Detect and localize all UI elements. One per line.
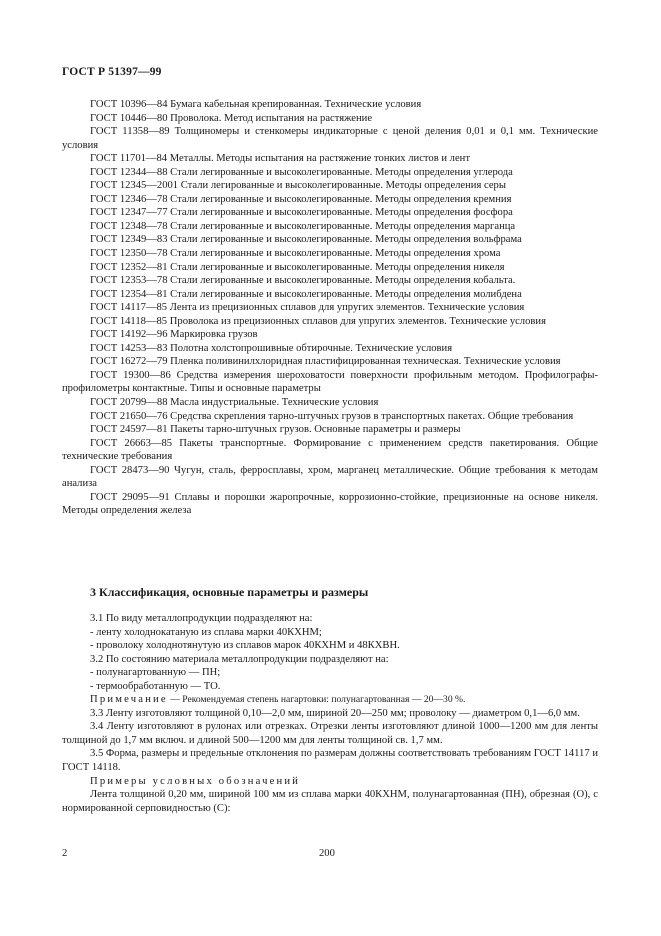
reference-item: ГОСТ 19300—86 Средства измерения шероховатости поверхности профильным методом. Профилографы-профилометры контактные. Типы и основные параметры bbox=[62, 369, 598, 395]
document-code-header: ГОСТ Р 51397—99 bbox=[62, 66, 162, 78]
reference-item: ГОСТ 20799—88 Масла индустриальные. Технические условия bbox=[90, 397, 379, 409]
reference-item: ГОСТ 12347—77 Стали легированные и высоколегированные. Методы определения фосфора bbox=[90, 207, 513, 219]
reference-item: ГОСТ 12349—83 Стали легированные и высоколегированные. Методы определения вольфрама bbox=[90, 234, 522, 246]
page-number: 2 bbox=[62, 848, 68, 859]
reference-item: ГОСТ 12353—78 Стали легированные и высоколегированные. Методы определения кобальта. bbox=[90, 275, 516, 287]
list-item: - термообработанную — ТО. bbox=[90, 680, 221, 692]
reference-item: ГОСТ 29095—91 Сплавы и порошки жаропрочные, коррозионно-стойкие, прецизионные на основе никеля. Методы определения железа bbox=[62, 491, 598, 517]
reference-item: ГОСТ 12345—2001 Стали легированные и высоколегированные. Методы определения серы bbox=[90, 180, 506, 192]
list-item: - ленту холоднокатаную из сплава марки 40КХНМ; bbox=[90, 626, 322, 638]
section-body bbox=[62, 612, 598, 815]
reference-item: ГОСТ 12348—78 Стали легированные и высоколегированные. Методы определения марганца bbox=[90, 220, 516, 232]
reference-item: ГОСТ 16272—79 Пленка поливинилхлоридная пластифицированная техническая. Технические условия bbox=[90, 356, 561, 368]
clause-3-4: 3.4 Ленту изготовляют в рулонах или отрезках. Отрезки ленты изготовляют длиной 1000—1200 мм для ленты толщиной до 1,7 мм включ. и длиной 500—1200 мм для ленты толщиной св. 1,7 мм. bbox=[62, 721, 598, 746]
reference-item: ГОСТ 12346—78 Стали легированные и высоколегированные. Методы определения кремния bbox=[90, 193, 512, 205]
list-item: - проволоку холоднотянутую из сплавов марок 40КХНМ и 48КХВН. bbox=[90, 640, 400, 652]
reference-item: ГОСТ 21650—76 Средства скрепления тарно-штучных грузов в транспортных пакетах. Общие требования bbox=[90, 410, 574, 422]
reference-item: ГОСТ 14117—85 Лента из прецизионных сплавов для упругих элементов. Технические условия bbox=[90, 302, 525, 314]
reference-item: ГОСТ 14192—96 Маркировка грузов bbox=[90, 329, 258, 341]
note-text: — Рекомендуемая степень нагартовки: полунагартованная — 20—30 %. bbox=[167, 694, 466, 706]
note-label: Примечание bbox=[90, 694, 168, 706]
reference-item: ГОСТ 10396—84 Бумага кабельная крепированная. Технические условия bbox=[90, 99, 422, 110]
examples-label: Примеры условных обозначений bbox=[90, 775, 301, 787]
reference-item: ГОСТ 12352—81 Стали легированные и высоколегированные. Методы определения никеля bbox=[90, 261, 505, 273]
reference-item: ГОСТ 12354—81 Стали легированные и высоколегированные. Методы определения молибдена bbox=[90, 288, 522, 300]
reference-item: ГОСТ 12350—78 Стали легированные и высоколегированные. Методы определения хрома bbox=[90, 248, 501, 260]
normative-references-list bbox=[62, 98, 598, 518]
clause-3-1: 3.1 По виду металлопродукции подразделяют на: bbox=[90, 613, 313, 624]
note bbox=[62, 693, 598, 707]
reference-item: ГОСТ 11358—89 Толщиномеры и стенкомеры индикаторные с ценой деления 0,01 и 0,1 мм. Технические условия bbox=[62, 126, 598, 151]
reference-item: ГОСТ 24597—81 Пакеты тарно-штучных грузов. Основные параметры и размеры bbox=[90, 424, 461, 436]
reference-item: ГОСТ 10446—80 Проволока. Метод испытания на растяжение bbox=[90, 112, 373, 124]
reference-item: ГОСТ 26663—85 Пакеты транспортные. Формирование с применением средств пакетирования. Общие технические требования bbox=[62, 437, 598, 463]
reference-item: ГОСТ 14118—85 Проволока из прецизионных сплавов для упругих элементов. Технические условия bbox=[90, 315, 546, 327]
reference-item: ГОСТ 14253—83 Полотна холстопрошивные обтирочные. Технические условия bbox=[90, 342, 453, 354]
clause-3-2: 3.2 По состоянию материала металлопродукции подразделяют на: bbox=[90, 653, 389, 665]
section-heading: 3 Классификация, основные параметры и размеры bbox=[90, 585, 369, 599]
clause-3-3: 3.3 Ленту изготовляют толщиной 0,10—2,0 мм, шириной 20—250 мм; проволоку — диаметром 0,1—6,0 мм. bbox=[90, 707, 580, 719]
reference-item: ГОСТ 12344—88 Стали легированные и высоколегированные. Методы определения углерода bbox=[90, 166, 513, 178]
sheet-number: 200 bbox=[319, 848, 335, 859]
reference-item: ГОСТ 28473—90 Чугун, сталь, ферросплавы, хром, марганец металлические. Общие требования к методам анализа bbox=[62, 464, 598, 490]
example-1: Лента толщиной 0,20 мм, шириной 100 мм из сплава марки 40КХНМ, полунагартованная (ПН), обрезная (О), с нормированной серповидностью (С): bbox=[62, 789, 598, 814]
reference-item: ГОСТ 11701—84 Металлы. Методы испытания на растяжение тонких листов и лент bbox=[90, 153, 470, 165]
examples-heading bbox=[62, 775, 598, 789]
list-item: - полунагартованную — ПН; bbox=[90, 667, 221, 679]
clause-3-5: 3.5 Форма, размеры и предельные отклонения по размерам должны соответствовать требованиям ГОСТ 14117 и ГОСТ 14118. bbox=[62, 748, 598, 774]
